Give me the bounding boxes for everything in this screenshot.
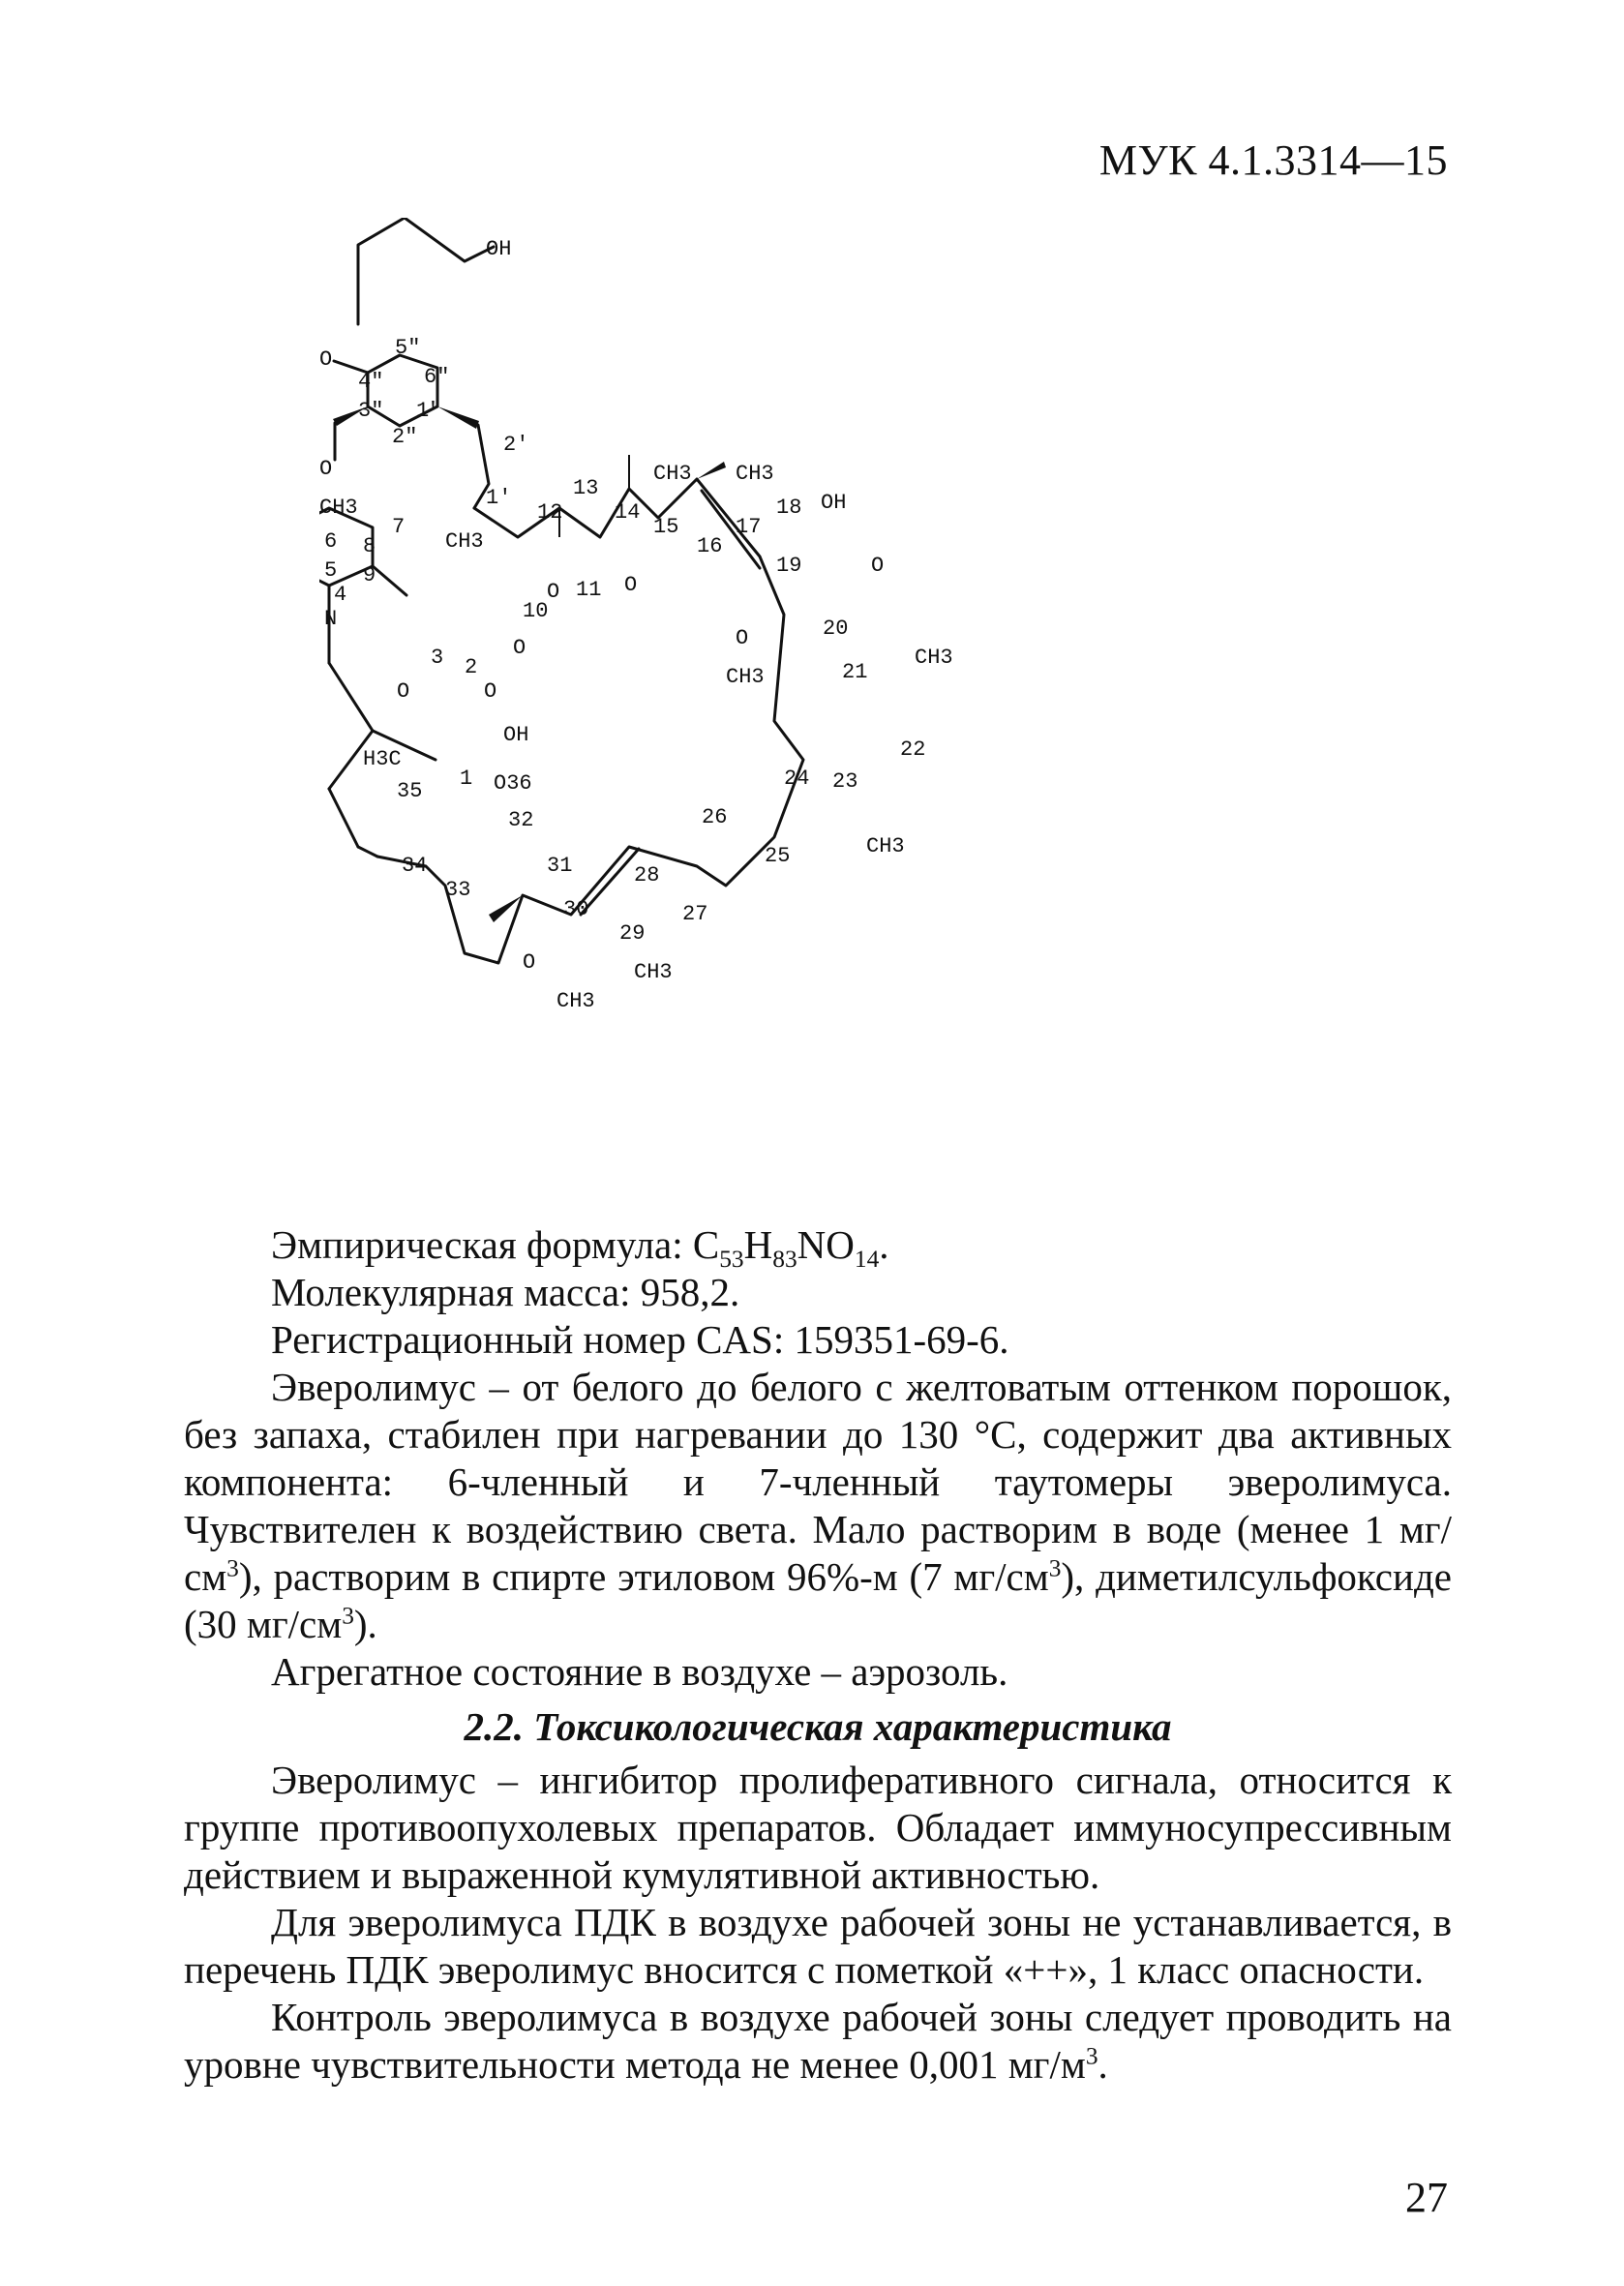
locant-18: 18 [776,496,802,520]
locant-5pp: 5" [395,336,421,360]
ch3-29-label: CH3 [634,960,673,984]
locant-21: 21 [842,660,868,684]
o20-label: O [871,554,885,578]
locant-32: 32 [508,808,534,832]
locant-27: 27 [682,902,708,926]
ch3-15-label: CH3 [653,462,692,486]
locant-13: 13 [573,476,599,500]
o36-label: O36 [494,771,532,796]
toxicology-paragraph-2: Для эверолимуса ПДК в воздухе рабочей зоны не устанавливается, в перечень ПДК эверолимус вносится с пометкой «++», 1 класс опасности. [184,1900,1452,1992]
locant-25: 25 [765,844,791,868]
locant-26: 26 [702,805,728,829]
locant-3pp: 3" [358,399,384,423]
locant-4pp: 4" [358,370,384,394]
locant-17: 17 [736,515,762,539]
locant-35: 35 [397,779,423,803]
o2-label: O [484,679,497,704]
locant-4: 4 [334,583,347,607]
methoxy-o-label: O [319,457,333,481]
locant-1pp: 1" [416,399,442,423]
locant-9: 9 [363,563,376,587]
section-title: 2.2. Токсикологическая характеристика [464,1704,1172,1749]
locant-12: 12 [537,500,563,525]
methoxy-ch3-label: CH3 [319,496,358,520]
locant-8: 8 [363,534,376,558]
locant-23: 23 [832,769,858,794]
locant-2: 2 [465,655,478,679]
oh-1-label: OH [503,723,529,747]
nitrogen-label: N [324,607,338,631]
locant-28: 28 [634,863,660,887]
locant-2p: 2' [503,433,529,457]
cas-number: Регистрационный номер CAS: 159351-69-6. [271,1317,1009,1362]
locant-30: 30 [563,897,589,921]
locant-31: 31 [547,854,573,878]
locant-6: 6 [324,529,338,554]
o11-label: O [547,580,560,604]
o10-label: O [513,636,526,660]
molecular-mass: Молекулярная масса: 958,2. [271,1270,740,1314]
ch3-1p-label: CH3 [445,529,484,554]
locant-22: 22 [900,737,926,762]
ch3-21-label: CH3 [915,646,953,670]
locant-33: 33 [445,878,471,902]
locant-5: 5 [324,558,338,583]
locant-10: 10 [523,599,549,623]
o-19-label: O [736,626,749,650]
everolimus-structure-figure [319,218,1336,1215]
locant-24: 24 [784,767,810,791]
locant-6pp: 6" [424,365,450,389]
locant-15: 15 [653,515,679,539]
locant-16: 16 [697,534,723,558]
empirical-formula: Эмпирическая формула: $C_{53}H_{83}NO_{14}$. [271,1222,889,1274]
o3-label: O [397,679,410,704]
locant-11: 11 [576,578,602,602]
locant-29: 29 [619,921,646,946]
locant-19: 19 [776,554,802,578]
ch3-17-label: CH3 [736,462,774,486]
description-paragraph: Эверолимус – от белого до белого с желтоватым оттенком порошок, без запаха, стабилен при нагревании до 130 °С, содержит два активных компонента: 6-членный и 7-членный таутомеры эверолимуса. Чувствителен к воздействию света. Мало растворим в воде (менее 1 $мг/см^3$), растворим в спирте этиловом 96%-м (7 $мг/см^3$), диметилсульфоксиде (30 $мг/см^3$). [184,1365,1453,1646]
ch3-23-label: CH3 [866,834,905,858]
o-30-label: O [523,950,536,975]
locant-34: 34 [402,854,428,878]
ether-o-label: O [319,347,333,372]
toxicology-paragraph-3: Контроль эверолимуса в воздухе рабочей зоны следует проводить на уровне чувствительности метода не менее 0,001 $мг/м^3$. [184,1995,1452,2087]
h3c-label: H3C [363,747,402,771]
oh-top-label: OH [486,237,512,261]
oh-18-label: OH [821,491,847,515]
document-body [184,1221,1452,2089]
locant-3: 3 [431,646,444,670]
o14-label: O [624,573,638,597]
locant-1: 1 [460,767,473,791]
structural-formula-svg [319,218,1336,1215]
locant-14: 14 [615,500,641,525]
toxicology-paragraph-1: Эверолимус – ингибитор пролиферативного сигнала, относится к группе противоопухолевых препаратов. Обладает иммуносупрессивным действием и выраженной кумулятивной активностью. [184,1758,1452,1897]
aggregate-state: Агрегатное состояние в воздухе – аэрозоль. [271,1649,1008,1694]
locant-2pp: 2" [392,425,418,449]
ch3-30-label: CH3 [556,989,595,1013]
locant-20: 20 [823,617,849,641]
document-code-header: МУК 4.1.3314—15 [1098,136,1448,184]
page-number: 27 [1405,2174,1448,2221]
locant-7: 7 [392,515,406,539]
ch3-19-label: CH3 [726,665,765,689]
locant-1p: 1' [486,486,512,510]
